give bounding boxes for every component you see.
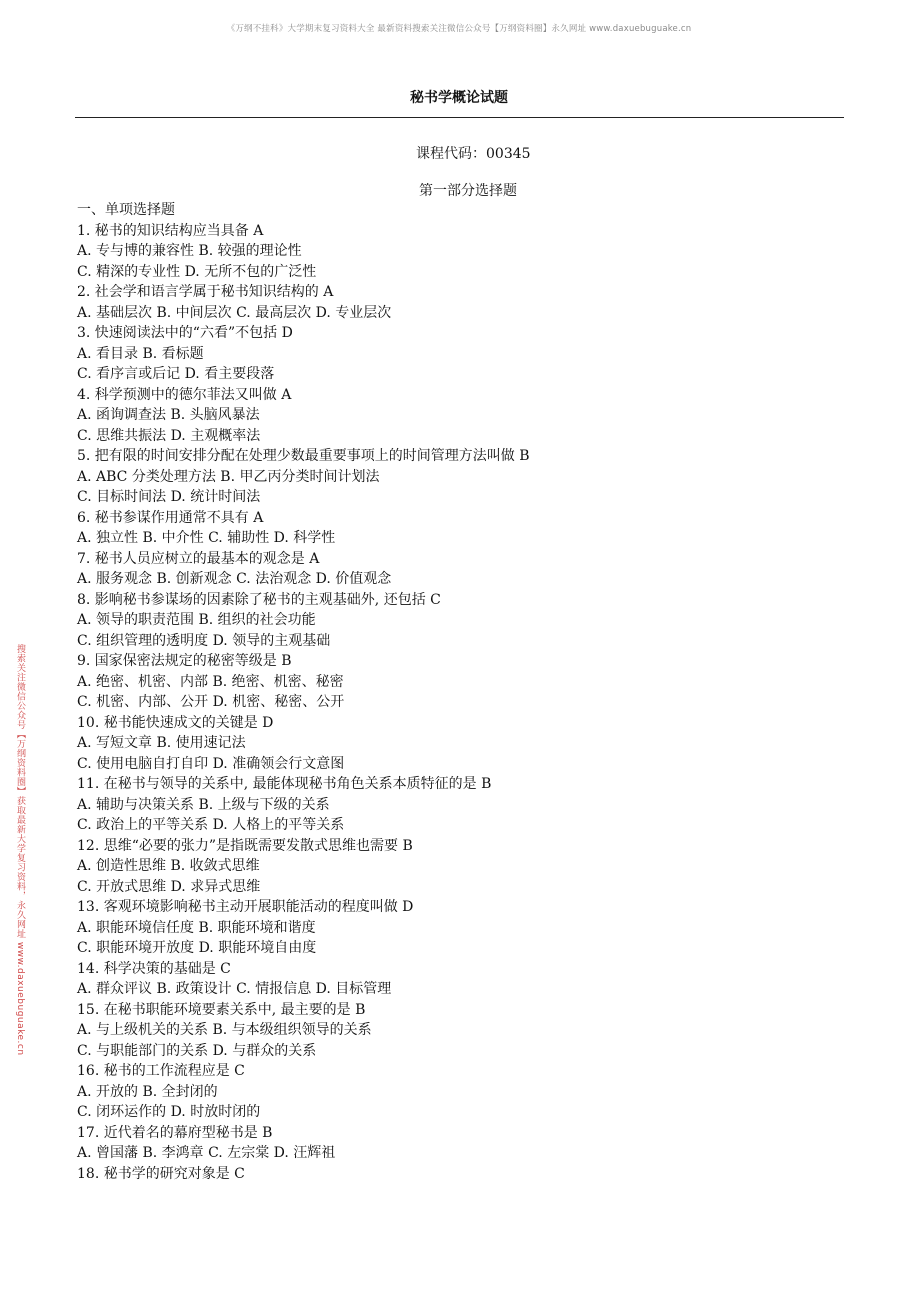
question-line: A. 专与博的兼容性 B. 较强的理论性 xyxy=(77,243,302,259)
question-line: 5. 把有限的时间安排分配在处理少数最重要事项上的时间管理方法叫做 B xyxy=(77,448,530,464)
question-line: A. 绝密、机密、内部 B. 绝密、机密、秘密 xyxy=(77,673,344,690)
question-line: A. 写短文章 B. 使用速记法 xyxy=(77,735,246,751)
question-line: A. 职能环境信任度 B. 职能环境和谐度 xyxy=(77,919,316,936)
question-line: 9. 国家保密法规定的秘密等级是 B xyxy=(77,653,292,669)
question-line: C. 使用电脑自打自印 D. 准确领会行文意图 xyxy=(77,755,345,772)
question-line: 6. 秘书参谋作用通常不具有 A xyxy=(77,509,264,526)
question-line: 16. 秘书的工作流程应是 C xyxy=(77,1063,245,1079)
question-line: 4. 科学预测中的德尔菲法又叫做 A xyxy=(77,386,292,403)
course-code: 课程代码：00345 xyxy=(416,146,531,162)
question-line: C. 政治上的平等关系 D. 人格上的平等关系 xyxy=(77,817,345,833)
question-line: A. 创造性思维 B. 收敛式思维 xyxy=(77,858,260,874)
question-line: A. 函询调查法 B. 头脑风暴法 xyxy=(77,407,260,423)
question-line: 7. 秘书人员应树立的最基本的观念是 A xyxy=(77,550,320,567)
question-line: 15. 在秘书职能环境要素关系中, 最主要的是 B xyxy=(77,1001,366,1018)
question-line: 1. 秘书的知识结构应当具备 A xyxy=(77,222,264,239)
question-line: A. 群众评议 B. 政策设计 C. 情报信息 D. 目标管理 xyxy=(77,981,392,997)
document-title: 秘书学概论试题 xyxy=(410,90,508,106)
question-line: A. 服务观念 B. 创新观念 C. 法治观念 D. 价值观念 xyxy=(77,571,392,587)
header-watermark-note: 《万纲不挂科》大学期末复习资料大全 最新资料搜索关注微信公众号【万纲资料圈】永久网址 www.daxuebuguake.cn xyxy=(226,24,692,34)
question-line: 8. 影响秘书参谋场的因素除了秘书的主观基础外, 还包括 C xyxy=(77,591,441,608)
question-line: A. 辅助与决策关系 B. 上级与下级的关系 xyxy=(77,796,330,813)
question-line: A. 领导的职责范围 B. 组织的社会功能 xyxy=(77,612,316,628)
question-line: C. 看序言或后记 D. 看主要段落 xyxy=(77,366,275,382)
side-watermark: 搜索关注微信公众号【万纲资料圈】获取最新大学复习资料，永久网址 www.daxuebuguake.cn xyxy=(15,644,25,1056)
question-line: A. 基础层次 B. 中间层次 C. 最高层次 D. 专业层次 xyxy=(77,304,392,321)
question-line: 14. 科学决策的基础是 C xyxy=(77,960,231,977)
question-line: A. 独立性 B. 中介性 C. 辅助性 D. 科学性 xyxy=(77,530,336,546)
question-line: C. 与职能部门的关系 D. 与群众的关系 xyxy=(77,1042,317,1059)
question-line: 2. 社会学和语言学属于秘书知识结构的 A xyxy=(77,284,334,300)
question-line: C. 组织管理的透明度 D. 领导的主观基础 xyxy=(77,632,331,649)
question-line: A. 与上级机关的关系 B. 与本级组织领导的关系 xyxy=(77,1022,372,1038)
question-line: 11. 在秘书与领导的关系中, 最能体现秘书角色关系本质特征的是 B xyxy=(77,776,492,792)
section-title: 第一部分选择题 xyxy=(419,183,517,199)
question-line: 12. 思维“必要的张力”是指既需要发散式思维也需要 B xyxy=(77,837,413,854)
question-line: 3. 快速阅读法中的“六看”不包括 D xyxy=(77,325,293,341)
title-divider xyxy=(75,117,844,118)
question-line: A. 曾国藩 B. 李鸿章 C. 左宗棠 D. 汪辉祖 xyxy=(77,1145,336,1161)
question-line: C. 思维共振法 D. 主观概率法 xyxy=(77,427,261,444)
question-line: C. 开放式思维 D. 求异式思维 xyxy=(77,878,261,895)
question-line: 18. 秘书学的研究对象是 C xyxy=(77,1165,245,1182)
question-line: A. 开放的 B. 全封闭的 xyxy=(77,1083,218,1100)
question-line: C. 目标时间法 D. 统计时间法 xyxy=(77,489,261,505)
question-line: 10. 秘书能快速成文的关键是 D xyxy=(77,714,274,731)
question-line: 17. 近代着名的幕府型秘书是 B xyxy=(77,1124,273,1141)
question-line: C. 闭环运作的 D. 时放时闭的 xyxy=(77,1104,261,1120)
question-list xyxy=(77,200,857,1184)
question-line: C. 精深的专业性 D. 无所不包的广泛性 xyxy=(77,263,317,280)
question-line: 一、单项选择题 xyxy=(77,202,175,218)
question-line: 13. 客观环境影响秘书主动开展职能活动的程度叫做 D xyxy=(77,899,414,915)
question-line: A. ABC 分类处理方法 B. 甲乙丙分类时间计划法 xyxy=(77,468,380,485)
question-line: A. 看目录 B. 看标题 xyxy=(77,345,204,362)
question-line: C. 机密、内部、公开 D. 机密、秘密、公开 xyxy=(77,694,345,710)
question-line: C. 职能环境开放度 D. 职能环境自由度 xyxy=(77,940,317,956)
